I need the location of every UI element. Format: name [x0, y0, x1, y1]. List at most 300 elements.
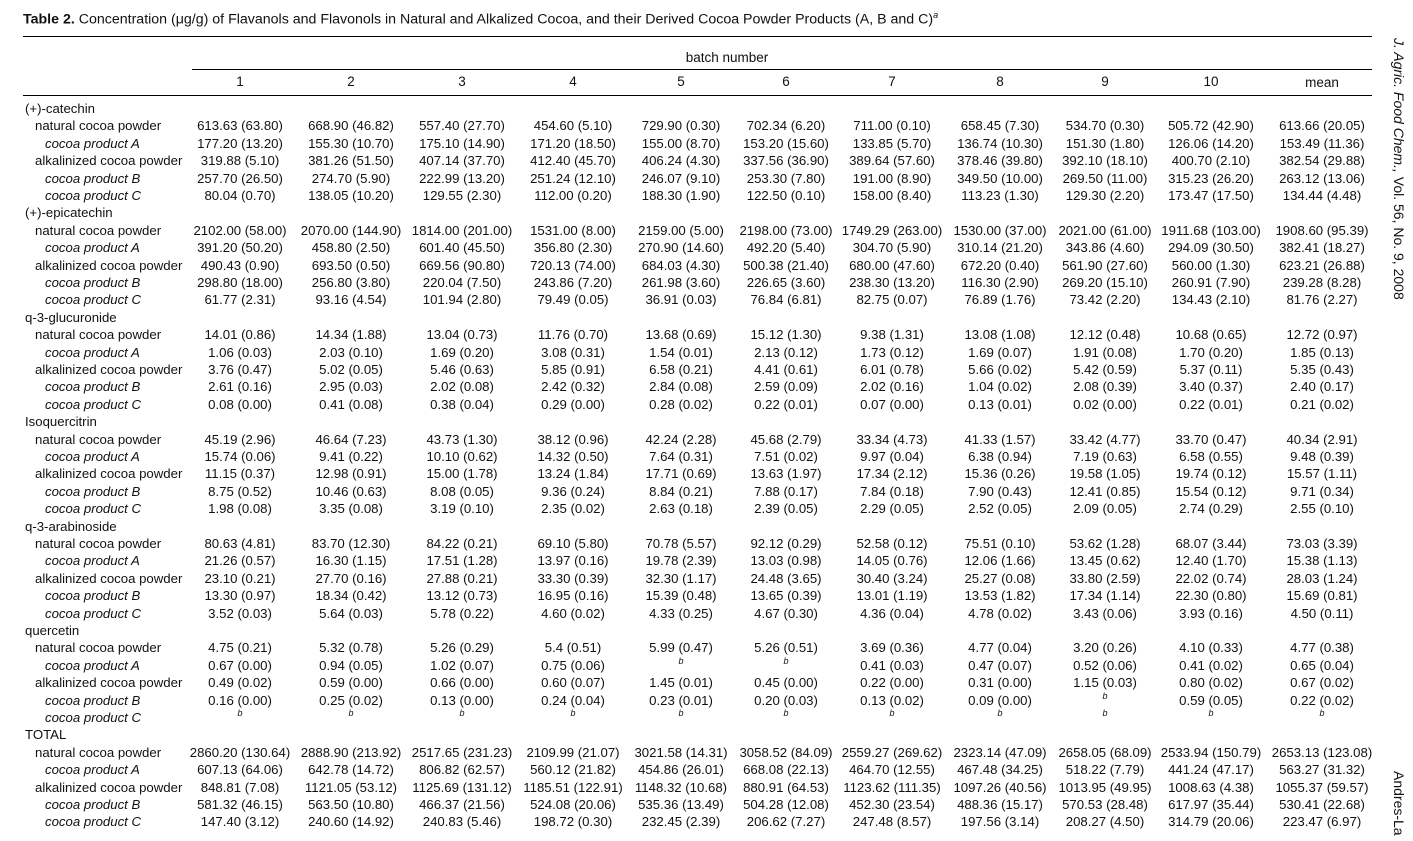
- mean-column-header: mean: [1305, 75, 1339, 90]
- value-cell: 116.30 (2.90): [961, 275, 1039, 290]
- value-cell: 319.88 (5.10): [200, 153, 280, 169]
- value-cell: 260.91 (7.90): [1171, 275, 1251, 290]
- value-cell: 5.85 (0.91): [541, 362, 605, 377]
- value-cell: 112.00 (0.20): [534, 188, 612, 203]
- value-cell: 133.85 (5.70): [852, 135, 932, 151]
- value-cell: 17.34 (1.14): [1069, 588, 1141, 604]
- value-cell: 2559.27 (269.62): [841, 744, 943, 760]
- mean-cell: 9.71 (0.34): [1290, 483, 1354, 499]
- value-cell: 0.28 (0.02): [649, 396, 713, 412]
- top-rule: [23, 36, 1372, 37]
- mean-cell: 0.22 (0.02): [1290, 692, 1354, 708]
- value-cell: 15.39 (0.48): [645, 588, 717, 604]
- value-cell: 378.46 (39.80): [957, 153, 1043, 169]
- value-cell: 208.27 (4.50): [1065, 814, 1145, 830]
- value-cell: 84.22 (0.21): [426, 536, 498, 551]
- value-cell: 7.84 (0.18): [860, 483, 924, 499]
- value-cell: 4.77 (0.04): [968, 640, 1032, 656]
- value-cell: 5.26 (0.51): [754, 640, 818, 656]
- value-cell: 25.27 (0.08): [964, 570, 1036, 586]
- mean-cell: 5.35 (0.43): [1290, 362, 1354, 377]
- mean-cell: 40.34 (2.91): [1286, 431, 1358, 447]
- value-cell: 458.80 (2.50): [311, 240, 391, 256]
- value-cell: 294.09 (30.50): [1168, 240, 1254, 256]
- value-cell: 76.89 (1.76): [964, 292, 1036, 308]
- value-cell: 563.50 (10.80): [308, 797, 394, 812]
- value-cell: 15.36 (0.26): [964, 466, 1036, 482]
- value-cell: 9.36 (0.24): [541, 483, 605, 499]
- value-cell: 13.12 (0.73): [426, 588, 498, 604]
- value-cell: 310.14 (21.20): [957, 240, 1043, 256]
- value-cell: 0.08 (0.00): [208, 396, 272, 412]
- value-cell: 3.76 (0.47): [208, 362, 272, 377]
- value-cell: 356.80 (2.30): [533, 240, 613, 256]
- value-cell: 0.67 (0.00): [208, 657, 272, 673]
- value-cell: 2.02 (0.16): [860, 379, 924, 395]
- value-cell: 129.55 (2.30): [422, 188, 502, 203]
- row-label: natural cocoa powder: [35, 222, 162, 238]
- value-cell: 1123.62 (111.35): [843, 779, 941, 795]
- value-cell: 13.03 (0.98): [750, 553, 822, 569]
- value-cell: 177.20 (13.20): [197, 135, 283, 151]
- not-detected-mark: b: [678, 708, 684, 718]
- footnote-mark: a: [933, 10, 939, 20]
- value-cell: 349.50 (10.00): [957, 170, 1043, 186]
- value-cell: 198.72 (0.30): [533, 814, 613, 830]
- value-cell: 13.63 (1.97): [750, 466, 822, 482]
- value-cell: 16.95 (0.16): [537, 588, 609, 604]
- value-cell: 8.08 (0.05): [430, 483, 494, 499]
- batch-number-header: batch number: [685, 50, 769, 65]
- value-cell: 2860.20 (130.64): [189, 744, 291, 760]
- value-cell: 33.34 (4.73): [856, 431, 928, 447]
- value-cell: 19.58 (1.05): [1069, 466, 1141, 482]
- value-cell: 0.60 (0.07): [541, 675, 605, 691]
- value-cell: 581.32 (46.15): [197, 797, 283, 812]
- value-cell: 5.32 (0.78): [319, 640, 383, 656]
- row-label: cocoa product C: [45, 188, 142, 203]
- value-cell: 5.4 (0.51): [544, 640, 602, 656]
- value-cell: 19.78 (2.39): [645, 553, 717, 569]
- value-cell: 222.99 (13.20): [419, 170, 505, 186]
- not-detected-mark: b: [1102, 708, 1108, 718]
- value-cell: 492.20 (5.40): [746, 240, 826, 256]
- value-cell: 158.00 (8.40): [852, 188, 932, 203]
- mean-cell: 9.48 (0.39): [1290, 449, 1354, 464]
- batch-column-header: 1: [236, 74, 244, 89]
- value-cell: 8.75 (0.52): [208, 483, 272, 499]
- value-cell: 206.62 (7.27): [746, 814, 826, 830]
- value-cell: 76.84 (6.81): [750, 292, 822, 308]
- value-cell: 535.36 (13.49): [638, 797, 724, 812]
- value-cell: 6.58 (0.55): [1179, 449, 1243, 464]
- value-cell: 0.23 (0.01): [649, 692, 713, 708]
- value-cell: 0.41 (0.02): [1179, 657, 1243, 673]
- value-cell: 261.98 (3.60): [641, 275, 721, 290]
- value-cell: 83.70 (12.30): [311, 536, 391, 551]
- journal-name: J. Agric. Food Chem.,: [1391, 38, 1407, 173]
- value-cell: 70.78 (5.57): [645, 536, 717, 551]
- compound-name: quercetin: [25, 623, 80, 638]
- value-cell: 4.78 (0.02): [968, 605, 1032, 621]
- value-cell: 7.90 (0.43): [968, 483, 1032, 499]
- row-label: cocoa product A: [45, 344, 140, 360]
- value-cell: 45.68 (2.79): [750, 431, 822, 447]
- value-cell: 720.13 (74.00): [530, 257, 616, 273]
- value-cell: 16.30 (1.15): [315, 553, 387, 569]
- value-cell: 557.40 (27.70): [419, 118, 505, 134]
- value-cell: 240.60 (14.92): [308, 814, 394, 830]
- value-cell: 613.63 (63.80): [197, 118, 283, 134]
- value-cell: 14.01 (0.86): [204, 327, 276, 343]
- value-cell: 101.94 (2.80): [422, 292, 502, 308]
- mean-cell: 15.57 (1.11): [1286, 466, 1358, 482]
- value-cell: 607.13 (64.06): [197, 762, 283, 778]
- value-cell: 0.13 (0.02): [860, 692, 924, 708]
- table-caption: [23, 10, 938, 28]
- journal-volume: Vol. 56, No. 9, 2008: [1391, 176, 1407, 300]
- value-cell: 693.50 (0.50): [311, 257, 391, 273]
- value-cell: 4.36 (0.04): [860, 605, 924, 621]
- value-cell: 0.09 (0.00): [968, 692, 1032, 708]
- value-cell: 3.40 (0.37): [1179, 379, 1243, 395]
- row-label: cocoa product C: [45, 710, 142, 725]
- mean-cell: 1055.37 (59.57): [1275, 779, 1369, 795]
- row-label: natural cocoa powder: [35, 431, 162, 447]
- value-cell: 134.43 (2.10): [1171, 292, 1251, 308]
- batch-column-header: 9: [1101, 74, 1109, 89]
- value-cell: 400.70 (2.10): [1171, 153, 1251, 169]
- batch-column-header: 6: [782, 74, 790, 89]
- value-cell: 464.70 (12.55): [849, 762, 935, 778]
- value-cell: 253.30 (7.80): [746, 170, 826, 186]
- value-cell: 9.41 (0.22): [319, 449, 383, 464]
- value-cell: 391.20 (50.20): [197, 240, 283, 256]
- row-label: cocoa product A: [45, 449, 140, 464]
- not-detected-mark: b: [889, 708, 895, 718]
- value-cell: 1.69 (0.07): [968, 344, 1032, 360]
- value-cell: 12.40 (1.70): [1175, 553, 1247, 569]
- value-cell: 1.54 (0.01): [649, 344, 713, 360]
- value-cell: 343.86 (4.60): [1065, 240, 1145, 256]
- value-cell: 505.72 (42.90): [1168, 118, 1254, 134]
- value-cell: 15.12 (1.30): [750, 327, 822, 343]
- value-cell: 672.20 (0.40): [960, 257, 1040, 273]
- value-cell: 560.00 (1.30): [1171, 257, 1251, 273]
- value-cell: 1.45 (0.01): [649, 675, 713, 691]
- value-cell: 5.99 (0.47): [649, 640, 713, 656]
- value-cell: 147.40 (3.12): [200, 814, 280, 830]
- value-cell: 2109.99 (21.07): [526, 744, 620, 760]
- value-cell: 658.45 (7.30): [960, 118, 1040, 134]
- value-cell: 0.31 (0.00): [968, 675, 1032, 691]
- value-cell: 46.64 (7.23): [315, 431, 387, 447]
- value-cell: 13.65 (0.39): [750, 588, 822, 604]
- value-cell: 669.56 (90.80): [419, 257, 505, 273]
- value-cell: 32.30 (1.17): [645, 570, 717, 586]
- value-cell: 238.30 (13.20): [849, 275, 935, 290]
- value-cell: 6.38 (0.94): [968, 449, 1032, 464]
- value-cell: 22.30 (0.80): [1175, 588, 1247, 604]
- table-title: Concentration (μg/g) of Flavanols and Flavonols in Natural and Alkalized Cocoa, and their Derived Cocoa Powder Products (A, B and C): [78, 11, 934, 28]
- value-cell: 2533.94 (150.79): [1160, 744, 1262, 760]
- row-label: cocoa product C: [45, 501, 142, 517]
- value-cell: 0.25 (0.02): [319, 692, 383, 708]
- value-cell: 27.70 (0.16): [315, 570, 387, 586]
- value-cell: 2.74 (0.29): [1179, 501, 1243, 517]
- value-cell: 490.43 (0.90): [200, 257, 280, 273]
- row-label: alkalinized cocoa powder: [35, 570, 183, 586]
- value-cell: 80.04 (0.70): [204, 188, 276, 203]
- value-cell: 2198.00 (73.00): [739, 222, 833, 238]
- row-label: cocoa product C: [45, 814, 142, 830]
- mean-cell: 1.85 (0.13): [1290, 344, 1354, 360]
- value-cell: 0.45 (0.00): [754, 675, 818, 691]
- value-cell: 1530.00 (37.00): [953, 222, 1047, 238]
- value-cell: 173.47 (17.50): [1168, 188, 1254, 203]
- value-cell: 4.67 (0.30): [754, 605, 818, 621]
- value-cell: 6.58 (0.21): [649, 362, 713, 377]
- value-cell: 0.13 (0.00): [430, 692, 494, 708]
- value-cell: 0.59 (0.00): [319, 675, 383, 691]
- value-cell: 5.42 (0.59): [1073, 362, 1137, 377]
- value-cell: 1.69 (0.20): [430, 344, 494, 360]
- value-cell: 0.29 (0.00): [541, 396, 605, 412]
- value-cell: 45.19 (2.96): [204, 431, 276, 447]
- value-cell: 2021.00 (61.00): [1058, 222, 1152, 238]
- value-cell: 0.22 (0.00): [860, 675, 924, 691]
- value-cell: 73.42 (2.20): [1069, 292, 1141, 308]
- value-cell: 2.52 (0.05): [968, 501, 1032, 517]
- value-cell: 122.50 (0.10): [746, 188, 826, 203]
- value-cell: 15.54 (0.12): [1175, 483, 1247, 499]
- value-cell: 1.02 (0.07): [430, 657, 494, 673]
- value-cell: 7.51 (0.02): [754, 449, 818, 464]
- value-cell: 13.08 (1.08): [964, 327, 1036, 343]
- table-number: Table 2.: [23, 11, 75, 28]
- value-cell: 3058.52 (84.09): [739, 744, 833, 760]
- value-cell: 2.35 (0.02): [541, 501, 605, 517]
- value-cell: 601.40 (45.50): [419, 240, 505, 256]
- mean-cell: 613.66 (20.05): [1279, 118, 1365, 134]
- value-cell: 806.82 (62.57): [419, 762, 505, 778]
- value-cell: 1.06 (0.03): [208, 344, 272, 360]
- compound-name: (+)-catechin: [25, 101, 95, 116]
- value-cell: 684.03 (4.30): [641, 257, 721, 273]
- value-cell: 2.13 (0.12): [754, 344, 818, 360]
- value-cell: 270.90 (14.60): [638, 240, 724, 256]
- value-cell: 1911.68 (103.00): [1161, 222, 1261, 238]
- value-cell: 1148.32 (10.68): [634, 779, 728, 795]
- value-cell: 14.05 (0.76): [856, 553, 928, 569]
- mean-cell: 4.50 (0.11): [1290, 605, 1354, 621]
- value-cell: 4.75 (0.21): [208, 640, 272, 656]
- value-cell: 21.26 (0.57): [204, 553, 276, 569]
- value-cell: 1008.63 (4.38): [1168, 779, 1254, 795]
- batch-column-header: 2: [347, 74, 355, 89]
- value-cell: 33.30 (0.39): [537, 570, 609, 586]
- row-label: cocoa product A: [45, 553, 140, 569]
- value-cell: 33.42 (4.77): [1069, 431, 1141, 447]
- value-cell: 23.10 (0.21): [204, 570, 276, 586]
- header-bottom-rule: [23, 95, 1372, 96]
- value-cell: 2323.14 (47.09): [953, 744, 1047, 760]
- value-cell: 1.98 (0.08): [208, 501, 272, 517]
- value-cell: 61.77 (2.31): [204, 292, 276, 308]
- value-cell: 10.46 (0.63): [315, 483, 387, 499]
- value-cell: 534.70 (0.30): [1065, 118, 1145, 134]
- mean-cell: 239.28 (8.28): [1282, 275, 1362, 290]
- value-cell: 2159.00 (5.00): [638, 222, 724, 238]
- value-cell: 10.10 (0.62): [426, 449, 498, 464]
- value-cell: 41.33 (1.57): [964, 431, 1036, 447]
- value-cell: 7.88 (0.17): [754, 483, 818, 499]
- value-cell: 5.78 (0.22): [430, 605, 494, 621]
- mean-cell: 2.40 (0.17): [1290, 379, 1354, 395]
- value-cell: 53.62 (1.28): [1069, 536, 1141, 551]
- mean-cell: 15.38 (1.13): [1286, 553, 1358, 569]
- not-detected-mark: b: [1102, 690, 1108, 701]
- value-cell: 4.10 (0.33): [1179, 640, 1243, 656]
- value-cell: 561.90 (27.60): [1062, 257, 1148, 273]
- value-cell: 12.41 (0.85): [1069, 483, 1141, 499]
- header-sub-rule: [192, 69, 1372, 70]
- value-cell: 2.59 (0.09): [754, 379, 818, 395]
- mean-cell: 15.69 (0.81): [1286, 588, 1358, 604]
- value-cell: 15.74 (0.06): [204, 449, 276, 464]
- mean-cell: 382.54 (29.88): [1279, 153, 1365, 169]
- value-cell: 2.84 (0.08): [649, 379, 713, 395]
- value-cell: 0.20 (0.03): [754, 692, 818, 708]
- value-cell: 24.48 (3.65): [750, 570, 822, 586]
- value-cell: 5.66 (0.02): [968, 362, 1032, 377]
- value-cell: 0.47 (0.07): [968, 657, 1032, 673]
- value-cell: 246.07 (9.10): [641, 170, 721, 186]
- mean-cell: 223.47 (6.97): [1282, 814, 1362, 830]
- value-cell: 452.30 (23.54): [849, 797, 935, 812]
- value-cell: 191.00 (8.90): [852, 170, 932, 186]
- not-detected-mark: b: [459, 708, 465, 718]
- value-cell: 2102.00 (58.00): [193, 222, 287, 238]
- value-cell: 518.22 (7.79): [1065, 762, 1145, 778]
- value-cell: 1.15 (0.03): [1073, 675, 1137, 691]
- mean-cell: 4.77 (0.38): [1290, 640, 1354, 656]
- value-cell: 151.30 (1.80): [1065, 135, 1145, 151]
- mean-cell: 2.55 (0.10): [1290, 501, 1354, 517]
- value-cell: 3.35 (0.08): [319, 501, 383, 517]
- batch-column-header: 5: [677, 74, 685, 89]
- row-label: cocoa product C: [45, 605, 142, 621]
- row-label: natural cocoa powder: [35, 640, 162, 656]
- row-label: cocoa product B: [45, 483, 141, 499]
- mean-cell: 0.65 (0.04): [1290, 657, 1354, 673]
- row-label: cocoa product C: [45, 396, 142, 412]
- value-cell: 243.86 (7.20): [533, 275, 613, 290]
- row-label: cocoa product A: [45, 762, 140, 778]
- row-label: cocoa product C: [45, 292, 142, 308]
- value-cell: 0.52 (0.06): [1073, 657, 1137, 673]
- value-cell: 711.00 (0.10): [853, 118, 931, 134]
- value-cell: 75.51 (0.10): [964, 536, 1036, 551]
- value-cell: 3.43 (0.06): [1073, 605, 1137, 621]
- value-cell: 454.60 (5.10): [533, 118, 613, 134]
- value-cell: 14.32 (0.50): [537, 449, 609, 464]
- value-cell: 4.33 (0.25): [649, 605, 713, 621]
- value-cell: 488.36 (15.17): [957, 797, 1043, 812]
- value-cell: 79.49 (0.05): [537, 292, 609, 308]
- value-cell: 0.41 (0.08): [319, 396, 383, 412]
- value-cell: 11.15 (0.37): [204, 466, 276, 482]
- value-cell: 13.30 (0.97): [204, 588, 276, 604]
- row-label: natural cocoa powder: [35, 327, 162, 343]
- value-cell: 467.48 (34.25): [957, 762, 1043, 778]
- mean-cell: 1908.60 (95.39): [1275, 222, 1369, 238]
- row-label: natural cocoa powder: [35, 744, 162, 760]
- row-label: natural cocoa powder: [35, 536, 162, 551]
- value-cell: 0.16 (0.00): [208, 692, 272, 708]
- value-cell: 82.75 (0.07): [856, 292, 928, 308]
- value-cell: 314.79 (20.06): [1168, 814, 1254, 830]
- value-cell: 337.56 (36.90): [743, 153, 829, 169]
- row-label: cocoa product B: [45, 588, 141, 604]
- value-cell: 5.64 (0.03): [319, 605, 383, 621]
- not-detected-mark: b: [997, 708, 1003, 718]
- value-cell: 315.23 (26.20): [1168, 170, 1254, 186]
- value-cell: 504.28 (12.08): [743, 797, 829, 812]
- value-cell: 13.97 (0.16): [537, 553, 609, 569]
- value-cell: 18.34 (0.42): [315, 588, 387, 604]
- value-cell: 171.20 (18.50): [530, 135, 616, 151]
- row-label: cocoa product B: [45, 170, 141, 186]
- value-cell: 4.60 (0.02): [541, 605, 605, 621]
- row-label: alkalinized cocoa powder: [35, 675, 183, 691]
- value-cell: 14.34 (1.88): [315, 327, 387, 343]
- value-cell: 36.91 (0.03): [645, 292, 717, 308]
- value-cell: 2658.05 (68.09): [1058, 744, 1152, 760]
- row-label: alkalinized cocoa powder: [35, 779, 183, 795]
- author-running-header: Andres-La: [1391, 771, 1407, 836]
- mean-cell: 73.03 (3.39): [1286, 536, 1358, 551]
- not-detected-mark: b: [1208, 708, 1214, 718]
- batch-column-header: 8: [996, 74, 1004, 89]
- not-detected-mark: b: [570, 708, 576, 718]
- mean-cell: 134.44 (4.48): [1282, 188, 1362, 203]
- value-cell: 4.41 (0.61): [754, 362, 818, 377]
- value-cell: 175.10 (14.90): [419, 135, 505, 151]
- value-cell: 0.59 (0.05): [1179, 692, 1243, 708]
- value-cell: 407.14 (37.70): [419, 153, 505, 169]
- value-cell: 0.94 (0.05): [319, 657, 383, 673]
- value-cell: 1121.05 (53.12): [304, 779, 398, 795]
- value-cell: 441.24 (47.17): [1168, 762, 1254, 778]
- batch-column-header: 4: [569, 74, 577, 89]
- value-cell: 9.38 (1.31): [860, 327, 924, 343]
- value-cell: 3.93 (0.16): [1179, 605, 1243, 621]
- value-cell: 2517.65 (231.23): [411, 744, 513, 760]
- value-cell: 7.64 (0.31): [649, 449, 713, 464]
- value-cell: 2070.00 (144.90): [300, 222, 402, 238]
- value-cell: 12.06 (1.66): [964, 553, 1036, 569]
- value-cell: 5.26 (0.29): [430, 640, 494, 656]
- value-cell: 92.12 (0.29): [750, 536, 822, 551]
- value-cell: 3.08 (0.31): [541, 344, 605, 360]
- value-cell: 33.80 (2.59): [1069, 570, 1141, 586]
- value-cell: 256.80 (3.80): [311, 275, 391, 290]
- value-cell: 13.04 (0.73): [426, 327, 498, 343]
- row-label: cocoa product B: [45, 797, 141, 812]
- mean-cell: 28.03 (1.24): [1286, 570, 1358, 586]
- value-cell: 1531.00 (8.00): [530, 222, 616, 238]
